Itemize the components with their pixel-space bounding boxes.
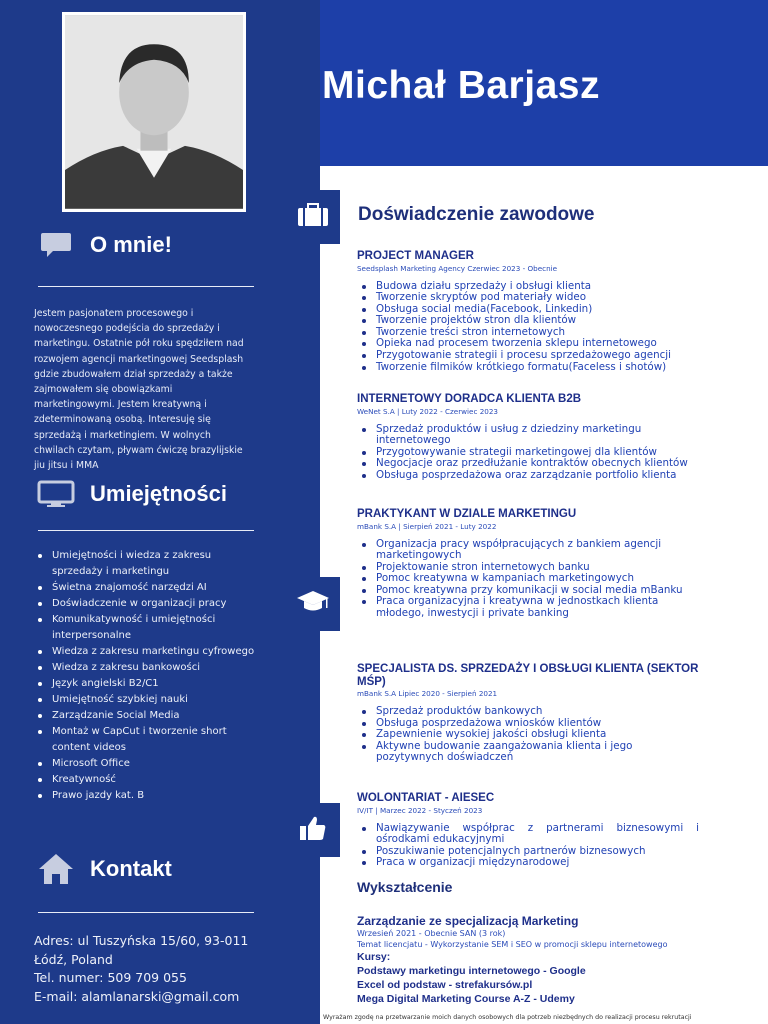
about-title: O mnie!: [90, 232, 172, 257]
skills-list: [34, 548, 264, 804]
list-item: Organizacja pracy współpracujących z bankiem agencji marketingowych: [357, 539, 699, 562]
list-item: Praca organizacyjna i kreatywna w jednostkach klienta młodego, inwestycji i private banking: [357, 596, 699, 619]
list-item: Przygotowywanie strategii marketingowej dla klientów: [357, 447, 699, 459]
list-item: Kreatywność: [34, 772, 264, 788]
divider: [38, 912, 254, 913]
divider: [38, 286, 254, 287]
list-item: Microsoft Office: [34, 756, 264, 772]
course-item: Excel od podstaw - strefakursów.pl: [357, 979, 533, 991]
list-item: Poszukiwanie potencjalnych partnerów biznesowych: [357, 846, 759, 858]
list-item: Montaż w CapCut i tworzenie short content videos: [34, 724, 264, 756]
graduation-cap-icon: [295, 589, 331, 619]
list-item: Wiedza z zakresu bankowości: [34, 660, 264, 676]
list-item: Pomoc kreatywna przy komunikacji w social media mBanku: [357, 585, 699, 597]
list-item: Pomoc kreatywna w kampaniach marketingowych: [357, 573, 699, 585]
job-meta: Seedsplash Marketing Agency Czerwiec 2023 - Obecnie: [357, 263, 558, 273]
education-title: Wykształcenie: [357, 879, 453, 895]
monitor-icon: [36, 477, 76, 511]
list-item: Aktywne budowanie zaangażowania klienta i jego pozytywnych doświadczeń: [357, 741, 647, 764]
list-item: Obsługa posprzedażowa oraz zarządzanie portfolio klienta: [357, 470, 699, 482]
list-item: Obsługa posprzedażowa wniosków klientów: [357, 718, 647, 730]
city: Łódź, Poland: [34, 951, 113, 967]
job-duties: [357, 706, 759, 764]
job-entry: [357, 792, 759, 869]
job-title: PROJECT MANAGER: [357, 250, 474, 262]
briefcase-badge: [286, 190, 340, 244]
list-item: Tworzenie filmików krótkiego formatu(Faceless i shotów): [357, 362, 759, 374]
address: Adres: ul Tuszyńska 15/60, 93-011: [34, 933, 249, 948]
list-item: Projektowanie stron internetowych banku: [357, 562, 699, 574]
list-item: Wiedza z zakresu marketingu cyfrowego: [34, 644, 264, 660]
thesis: Temat licencjatu - Wykorzystanie SEM i SEO w promocji sklepu internetowego: [357, 940, 668, 949]
job-meta: mBank S.A | Sierpień 2021 - Luty 2022: [357, 521, 497, 531]
list-item: Budowa działu sprzedaży i obsługi klienta: [357, 281, 759, 293]
contact-header: [36, 852, 172, 886]
skills-header: [36, 477, 227, 511]
phone: Tel. numer: 509 709 055: [34, 970, 187, 986]
job-title: PRAKTYKANT W DZIALE MARKETINGU: [357, 508, 577, 520]
about-text: Jestem pasjonatem procesowego i nowoczesnego podejścia do sprzedaży i marketingu. Ostatnie pół roku spędziłem nad rozwojem agencji marketingowej Seedsplash gdzie zbudowałem dział sprzedaży a także zajmowałem się obowiązkami marketingowymi. Jestem kreatywną i zdeterminowaną osobą. Interesuję się sprzedażą i marketingiem. W wolnych chwilach czytam, pływam ćwiczę brazylijskie jiu jitsu i MMA: [34, 308, 244, 472]
list-item: Negocjacje oraz przedłużanie kontraktów obecnych klientów: [357, 458, 699, 470]
job-meta: mBank S.A Lipiec 2020 - Sierpień 2021: [357, 689, 498, 698]
job-entry: [357, 508, 759, 620]
list-item: Przygotowanie strategii i procesu sprzedażowego agencji: [357, 350, 759, 362]
degree-period: Wrzesień 2021 - Obecnie SAN (3 rok): [357, 929, 506, 938]
list-item: Świetna znajomość narzędzi AI: [34, 580, 264, 596]
job-duties: [357, 539, 759, 620]
thumbs-up-icon: [298, 814, 328, 846]
list-item: Opieka nad procesem tworzenia sklepu internetowego: [357, 338, 759, 350]
email: E-mail: alamlanarski@gmail.com: [34, 988, 240, 1004]
course-item: Podstawy marketingu internetowego - Google: [357, 965, 586, 977]
contact-info: [34, 932, 294, 1006]
list-item: Tworzenie treści stron internetowych: [357, 327, 759, 339]
job-meta: WeNet S.A | Luty 2022 - Czerwiec 2023: [357, 406, 499, 416]
thumbs-up-badge: [286, 803, 340, 857]
education-badge: [286, 577, 340, 631]
job-title: WOLONTARIAT - AIESEC: [357, 792, 495, 804]
job-duties: [357, 823, 759, 869]
briefcase-icon: [296, 202, 330, 232]
courses-label: Kursy:: [357, 951, 391, 963]
list-item: Nawiązywanie współprac z partnerami biznesowymi i ośrodkami edukacyjnymi: [357, 823, 759, 846]
contact-title: Kontakt: [90, 856, 172, 881]
job-meta: IV/IT | Marzec 2022 - Styczeń 2023: [357, 805, 483, 815]
job-title: SPECJALISTA DS. SPRZEDAŻY I OBSŁUGI KLIENTA (SEKTOR MŚP): [357, 663, 699, 688]
skills-title: Umiejętności: [90, 481, 227, 506]
course-item: Mega Digital Marketing Course A-Z - Udemy: [357, 993, 575, 1005]
list-item: Język angielski B2/C1: [34, 676, 264, 692]
about-header: [36, 228, 172, 262]
list-item: Zarządzanie Social Media: [34, 708, 264, 724]
job-entry: [357, 663, 759, 764]
divider: [38, 530, 254, 531]
job-entry: [357, 393, 759, 481]
list-item: Prawo jazdy kat. B: [34, 788, 264, 804]
job-duties: [357, 424, 759, 482]
list-item: Praca w organizacji międzynarodowej: [357, 857, 759, 869]
consent-clause: Wyrażam zgodę na przetwarzanie moich danych osobowych dla potrzeb niezbędnych do realizacji procesu rekrutacji: [323, 1014, 692, 1021]
list-item: Komunikatywność i umiejętności interpersonalne: [34, 612, 264, 644]
page-title: Michał Barjasz: [322, 64, 600, 107]
list-item: Sprzedaż produktów i usług z dziedziny marketingu internetowego: [357, 424, 699, 447]
list-item: Tworzenie projektów stron dla klientów: [357, 315, 759, 327]
list-item: Zapewnienie wysokiej jakości obsługi klienta: [357, 729, 647, 741]
profile-photo: [62, 12, 246, 212]
degree: Zarządzanie ze specjalizacją Marketing: [357, 914, 579, 928]
experience-title: Doświadczenie zawodowe: [358, 204, 595, 225]
home-icon: [36, 852, 76, 886]
list-item: Obsługa social media(Facebook, Linkedin): [357, 304, 759, 316]
list-item: Umiejętność szybkiej nauki: [34, 692, 264, 708]
list-item: Tworzenie skryptów pod materiały wideo: [357, 292, 759, 304]
list-item: Doświadczenie w organizacji pracy: [34, 596, 264, 612]
job-title: INTERNETOWY DORADCA KLIENTA B2B: [357, 393, 582, 405]
list-item: Sprzedaż produktów bankowych: [357, 706, 647, 718]
job-duties: [357, 281, 759, 374]
speech-bubble-icon: [36, 228, 76, 262]
list-item: Umiejętności i wiedza z zakresu sprzedaży i marketingu: [34, 548, 264, 580]
job-entry: [357, 250, 759, 373]
education-block: [357, 914, 757, 1006]
